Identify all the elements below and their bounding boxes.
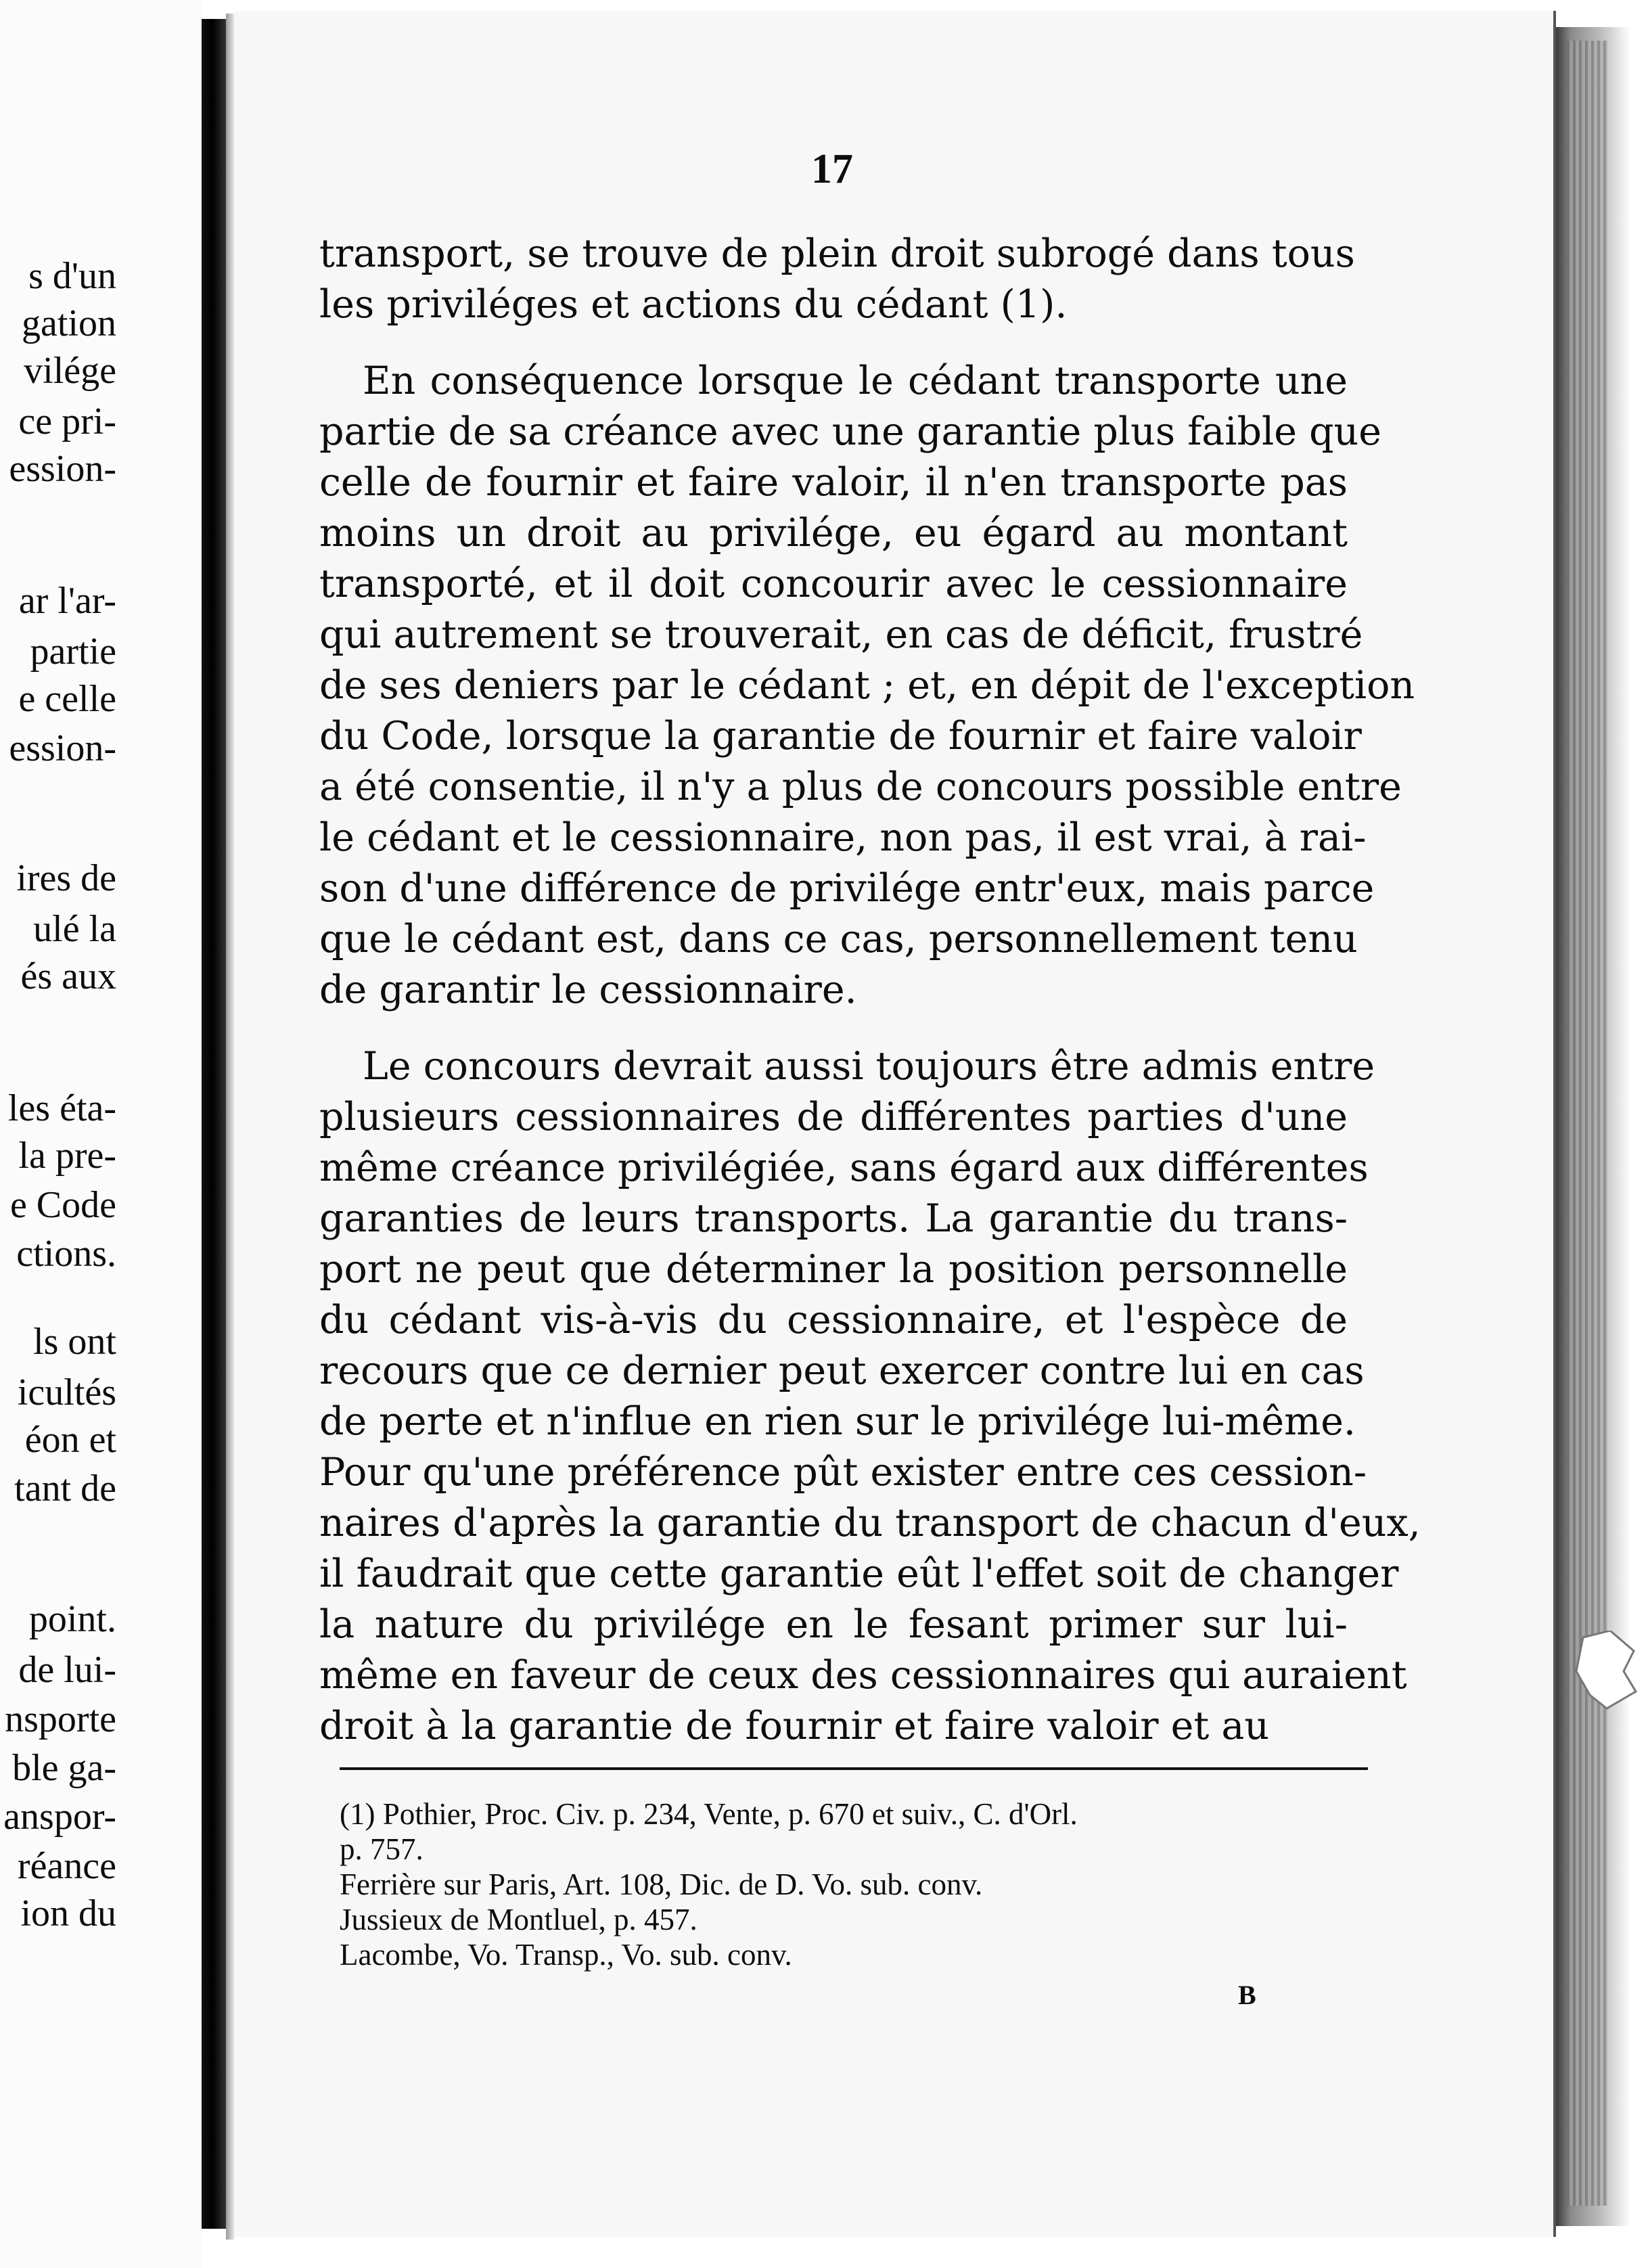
text-line: moins un droit au privilége, eu égard au montant	[319, 511, 1348, 555]
text-line: le cédant et le cessionnaire, non pas, il est vrai, à rai-	[319, 815, 1367, 860]
left-page-fragment: de lui-	[18, 1649, 116, 1691]
left-page-fragment: ulé la	[33, 908, 116, 950]
text-line: Pour qu'une préférence pût exister entre ces cession-	[319, 1450, 1367, 1495]
left-page-fragment: ession-	[9, 727, 116, 769]
text-line: la nature du privilége en le fesant primer sur lui-	[319, 1602, 1348, 1647]
left-page-fragment: partie	[30, 631, 116, 673]
footnote-line: Ferrière sur Paris, Art. 108, Dic. de D. Vo. sub. conv.	[340, 1867, 983, 1901]
left-page-fragment: és aux	[20, 955, 116, 997]
previous-page-strip	[0, 0, 203, 2268]
text-line: du cédant vis-à-vis du cessionnaire, et l'espèce de	[319, 1298, 1348, 1342]
text-line: du Code, lorsque la garantie de fournir et faire valoir	[319, 714, 1362, 758]
text-line: de perte et n'influe en rien sur le privilége lui-même.	[319, 1399, 1356, 1444]
left-page-fragment: gation	[22, 302, 116, 344]
text-line: Le concours devrait aussi toujours être admis entre	[363, 1044, 1375, 1089]
text-line: transporté, et il doit concourir avec le cessionnaire	[319, 562, 1348, 606]
left-page-fragment: e celle	[18, 678, 116, 720]
left-page-fragment: ires de	[16, 857, 116, 899]
text-line: recours que ce dernier peut exercer contre lui en cas	[319, 1348, 1365, 1393]
left-page-fragment: point.	[28, 1598, 116, 1640]
paragraph-gap	[319, 330, 1348, 356]
left-page-fragment: tant de	[14, 1468, 116, 1510]
text-line: son d'une différence de privilége entr'eux, mais parce	[319, 866, 1375, 911]
book-gutter	[202, 19, 226, 2229]
text-line: même en faveur de ceux des cessionnaires qui auraient	[319, 1653, 1407, 1698]
left-page-fragment: réance	[17, 1845, 116, 1887]
left-page-fragment: vilége	[24, 350, 116, 392]
text-line: transport, se trouve de plein droit subrogé dans tous	[319, 231, 1355, 276]
left-page-fragment: éon et	[24, 1419, 116, 1461]
left-page-fragment: anspor-	[3, 1796, 116, 1838]
text-line: En conséquence lorsque le cédant transporte une	[363, 359, 1348, 403]
text-line: droit à la garantie de fournir et faire valoir et au	[319, 1704, 1270, 1748]
footnotes	[340, 1796, 1354, 1972]
left-page-fragment: ls ont	[33, 1321, 116, 1363]
paragraph-gap	[319, 1016, 1348, 1041]
page-number: 17	[811, 146, 853, 192]
text-line: que le cédant est, dans ce cas, personnellement tenu	[319, 917, 1358, 961]
text-line: de ses deniers par le cédant ; et, en dépit de l'exception	[319, 663, 1415, 708]
text-line: qui autrement se trouverait, en cas de déficit, frustré	[319, 612, 1363, 657]
footnote-line: Lacombe, Vo. Transp., Vo. sub. conv.	[340, 1938, 792, 1972]
left-page-fragment: ctions.	[16, 1233, 116, 1275]
left-page-fragment: ar l'ar-	[18, 580, 116, 622]
gutter-edge	[226, 14, 234, 2240]
text-line: même créance privilégiée, sans égard aux différentes	[319, 1146, 1369, 1190]
body-text	[319, 229, 1421, 1752]
footnote-rule	[340, 1767, 1368, 1770]
left-page-fragment: la pre-	[18, 1135, 116, 1177]
text-line: il faudrait que cette garantie eût l'effet soit de changer	[319, 1551, 1399, 1596]
footnote-line: (1) Pothier, Proc. Civ. p. 234, Vente, p. 670 et suiv., C. d'Orl.	[340, 1797, 1078, 1831]
left-page-fragment: les éta-	[7, 1087, 116, 1129]
text-line: a été consentie, il n'y a plus de concours possible entre	[319, 765, 1402, 809]
left-page-fragment: e Code	[9, 1184, 116, 1226]
footnote-line: Jussieux de Montluel, p. 457.	[340, 1903, 697, 1936]
left-page-fragment: ion du	[20, 1892, 116, 1934]
left-page-fragment: ce pri-	[18, 401, 116, 443]
text-line: naires d'après la garantie du transport de chacun d'eux,	[319, 1501, 1421, 1545]
text-line: garanties de leurs transports. La garantie du trans-	[319, 1196, 1348, 1241]
left-page-fragment: ession-	[9, 448, 116, 490]
text-line: les priviléges et actions du cédant (1).	[319, 282, 1068, 327]
page-block-thickness	[1567, 41, 1607, 2206]
page-tear-mark	[1570, 1631, 1637, 1712]
left-page-fragment: ble ga-	[12, 1747, 116, 1789]
signature-mark: B	[1238, 1980, 1256, 2010]
text-line: partie de sa créance avec une garantie plus faible que	[319, 409, 1382, 454]
text-line: plusieurs cessionnaires de différentes parties d'une	[319, 1095, 1348, 1139]
text-line: port ne peut que déterminer la position personnelle	[319, 1247, 1348, 1292]
footnote-line: p. 757.	[340, 1832, 424, 1866]
text-line: celle de fournir et faire valoir, il n'en transporte pas	[319, 460, 1348, 505]
text-line: de garantir le cessionnaire.	[319, 968, 857, 1012]
left-page-fragment: s d'un	[28, 255, 116, 297]
left-page-fragment: icultés	[17, 1371, 116, 1413]
left-page-fragment: nsporte	[5, 1698, 116, 1740]
